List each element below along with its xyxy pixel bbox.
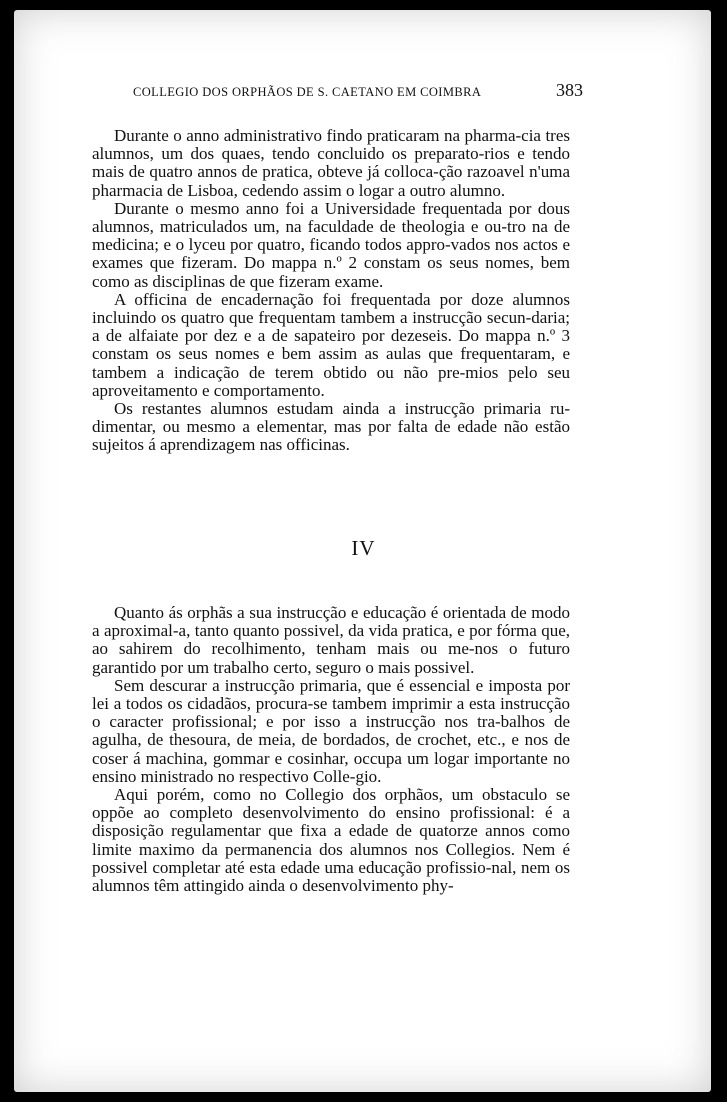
paragraph: Durante o anno administrativo findo praticaram na pharma-cia tres alumnos, um dos quaes, tendo concluido os preparato-rios e tendo mais de quatro annos de pratica, obteve já colloca-ção razoavel n'uma pharmacia de Lisboa, cedendo assim o logar a outro alumno. [92, 126, 570, 200]
section-2-text [92, 604, 570, 895]
section-1-text [92, 127, 570, 455]
paragraph: Os restantes alumnos estudam ainda a instrucção primaria ru-dimentar, ou mesmo a elementar, mas por falta de edade não estão sujeitos á aprendizagem nas officinas. [92, 399, 570, 455]
paragraph: Durante o mesmo anno foi a Universidade frequentada por dous alumnos, matriculados um, na faculdade de theologia e ou-tro na de medicina; e o lyceu por quatro, ficando todos appro-vados nos actos e exames que fizeram. Do mappa n.º 2 constam os seus nomes, bem como as disciplinas de que fizeram exame. [92, 198, 570, 291]
page-number: 383 [556, 80, 583, 100]
running-title: COLLEGIO DOS ORPHÃOS DE S. CAETANO EM COIMBRA [133, 85, 482, 99]
paragraph: A officina de encadernação foi frequentada por doze alumnos incluindo os quatro que frequentam tambem a instrucção secun-daria; a de alfaiate por dez e a de sapateiro por dezeseis. Do mappa n.º 3 constam os seus nomes e bem assim as aulas que frequentaram, e tambem a indicação de terem obtido ou não pre-mios pelo seu aproveitamento e comportamento. [92, 289, 570, 400]
paragraph: Quanto ás orphãs a sua instrucção e educação é orientada de modo a aproximal-a, tanto quanto possivel, da vida pratica, e por fórma que, ao sahirem do recolhimento, tenham mais ou me-nos o futuro garantido por um trabalho certo, seguro o mais possivel. [92, 603, 570, 677]
paragraph: Aqui porém, como no Collegio dos orphãos, um obstaculo se oppõe ao completo desenvolvimento do ensino profissional: é a disposição regulamentar que fixa a edade de quatorze annos como limite maximo da permanencia dos alumnos nos Collegios. Nem é possivel completar até esta edade uma educação profissio-nal, nem os alumnos têm attingido ainda o desenvolvimento phy- [92, 785, 570, 896]
paragraph: Sem descurar a instrucção primaria, que é essencial e imposta por lei a todos os cidadãos, procura-se tambem imprimir a esta instrucção o caracter profissional; e por isso a instrucção nos tra-balhos de agulha, de thesoura, de meia, de bordados, de crochet, etc., e nos de coser á machina, gommar e cosinhar, occupa um logar importante no ensino ministrado no respectivo Colle-gio. [92, 675, 570, 786]
section-heading: IV [351, 536, 376, 560]
page-header [133, 80, 583, 104]
